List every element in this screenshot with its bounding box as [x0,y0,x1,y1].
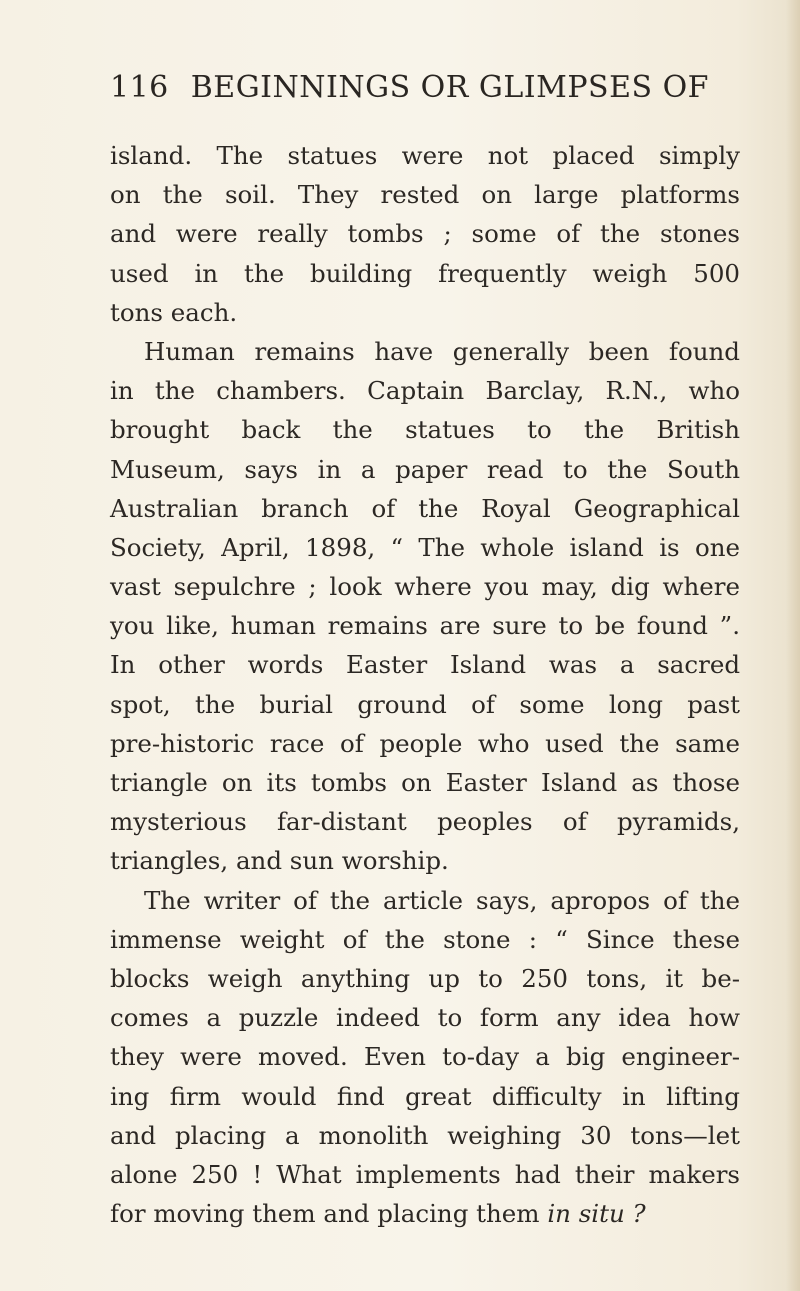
text-line-paragraph-start: Human remains have generally been found [144,336,740,366]
text-line: used in the building frequently weigh 500 [110,258,740,288]
text-line: they were moved. Even to-day a big engineer- [110,1042,740,1072]
running-head [110,70,730,120]
text-line: brought back the statues to the British [110,415,740,445]
text-line: comes a puzzle indeed to form any idea how [110,1003,740,1033]
text-line: vast sepulchre ; look where you may, dig where [110,572,740,602]
page-edge-shadow [786,0,800,1291]
text-line: Society, April, 1898, “ The whole island is one [110,532,740,562]
final-line-italic-in-situ: in situ ? [547,1199,646,1229]
running-title: BEGINNINGS OR GLIMPSES OF [190,70,709,105]
text-line: in the chambers. Captain Barclay, R.N., who [110,376,740,406]
body-text [110,136,740,1233]
final-line-roman: for moving them and placing them [110,1199,548,1229]
text-line: you like, human remains are sure to be found ”. [110,611,740,641]
page-number: 116 [110,70,169,105]
text-line: triangles, and sun worship. [110,846,449,876]
text-line: alone 250 ! What implements had their makers [110,1159,740,1189]
text-line: triangle on its tombs on Easter Island as those [110,768,740,797]
text-line-paragraph-start: The writer of the article says, apropos of the [144,885,740,915]
text-line: Museum, says in a paper read to the South [110,454,740,484]
text-line: and were really tombs ; some of the stones [110,219,740,249]
text-line: spot, the burial ground of some long past [110,689,740,719]
text-line-final [110,1194,740,1233]
text-line: pre-historic race of people who used the same [110,728,740,758]
text-line: island. The statues were not placed simply [110,141,740,170]
text-line: blocks weigh anything up to 250 tons, it be- [110,963,740,993]
text-line: ing firm would find great difficulty in lifting [110,1081,740,1111]
text-line: Australian branch of the Royal Geographical [110,493,740,523]
text-line: mysterious far-distant peoples of pyramids, [110,807,740,837]
text-line: on the soil. They rested on large platforms [110,180,740,210]
text-line: In other words Easter Island was a sacred [110,650,740,680]
text-line: tons each. [110,297,238,327]
text-line: and placing a monolith weighing 30 tons—let [110,1120,740,1150]
text-line: immense weight of the stone : “ Since these [110,924,740,954]
